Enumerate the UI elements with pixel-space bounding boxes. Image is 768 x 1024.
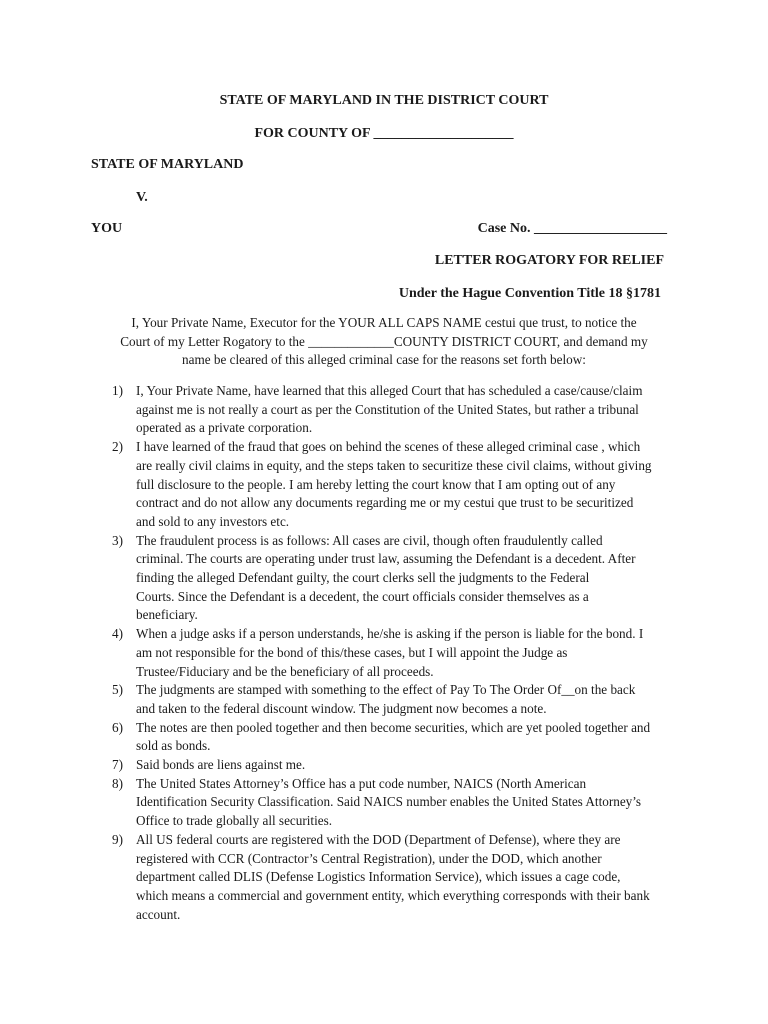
item-line: Office to trade globally all securities. xyxy=(136,813,333,829)
item-line: I have learned of the fraud that goes on behind the scenes of these alleged criminal case , which xyxy=(136,439,641,455)
county-heading: FOR COUNTY OF ____________________ xyxy=(254,126,514,141)
item-line: I, Your Private Name, have learned that this alleged Court that has scheduled a case/cause/claim xyxy=(136,383,643,398)
item-line: account. xyxy=(136,906,181,922)
list-item xyxy=(112,831,692,925)
list-item xyxy=(112,775,692,831)
intro-paragraph xyxy=(100,314,668,370)
list-item xyxy=(112,681,692,718)
item-number: 4) xyxy=(112,626,123,642)
item-line: The judgments are stamped with something to the effect of Pay To The Order Of__on the back xyxy=(136,682,636,698)
list-item xyxy=(112,719,692,756)
item-line: department called DLIS (Defense Logistics Information Service), which issues a cage code, xyxy=(136,869,621,885)
item-line: and sold to any investors etc. xyxy=(136,513,290,529)
defendant-name: YOU xyxy=(91,221,123,236)
item-number: 2) xyxy=(112,439,123,455)
item-number: 9) xyxy=(112,831,123,847)
intro-line: Court of my Letter Rogatory to the _____________COUNTY DISTRICT COURT, and demand my xyxy=(120,333,648,349)
item-number: 8) xyxy=(112,775,123,791)
versus-label: V. xyxy=(136,190,148,205)
item-line: operated as a private corporation. xyxy=(136,420,313,436)
item-line: registered with CCR (Contractor’s Central Registration), under the DOD, which another xyxy=(136,850,602,866)
item-number: 3) xyxy=(112,532,123,548)
item-line: beneficiary. xyxy=(136,607,198,623)
item-line: The fraudulent process is as follows: All cases are civil, though often fraudulently called xyxy=(136,532,603,548)
list-item xyxy=(112,532,692,626)
item-number: 5) xyxy=(112,682,123,698)
item-number: 6) xyxy=(112,719,123,735)
item-line: which means a commercial and government entity, which everything corresponds with their bank xyxy=(136,887,650,903)
list-item xyxy=(112,625,692,681)
item-line: and taken to the federal discount window. The judgment now becomes a note. xyxy=(136,700,547,716)
item-line: am not responsible for the bond of this/these cases, but I will appoint the Judge as xyxy=(136,644,568,660)
item-number: 7) xyxy=(112,757,123,773)
item-line: Said bonds are liens against me. xyxy=(136,757,306,773)
item-line: against me is not really a court as per the Constitution of the United States, but rather a tribunal xyxy=(136,401,639,417)
item-line: finding the alleged Defendant guilty, the court clerks sell the judgments to the Federal xyxy=(136,570,590,586)
item-line: All US federal courts are registered with the DOD (Department of Defense), where they are xyxy=(136,831,621,847)
list-item xyxy=(112,756,692,775)
case-number: Case No. ___________________ xyxy=(477,221,667,236)
item-line: full disclosure to the people. I am hereby letting the court know that I am opting out of any xyxy=(136,476,616,492)
document-subtitle: Under the Hague Convention Title 18 §1781 xyxy=(398,286,661,301)
list-item xyxy=(112,382,692,438)
item-line: When a judge asks if a person understands, he/she is asking if the person is liable for the bond. I xyxy=(136,626,644,642)
item-line: Identification Security Classification. Said NAICS number enables the United States Attorney’s xyxy=(136,794,642,810)
intro-line: I, Your Private Name, Executor for the YOUR ALL CAPS NAME cestui que trust, to notice the xyxy=(131,315,637,330)
court-heading: STATE OF MARYLAND IN THE DISTRICT COURT xyxy=(219,93,549,108)
item-line: The United States Attorney’s Office has a put code number, NAICS (North American xyxy=(136,775,587,791)
item-line: contract and do not allow any documents regarding me or my cestui que trust to be securitized xyxy=(136,495,634,511)
item-number: 1) xyxy=(112,383,123,398)
item-line: Courts. Since the Defendant is a decedent, the court officials consider themselves as a xyxy=(136,588,589,604)
item-line: The notes are then pooled together and then become securities, which are yet pooled together and xyxy=(136,719,651,735)
plaintiff-name: STATE OF MARYLAND xyxy=(91,157,244,172)
item-line: Trustee/Fiduciary and be the beneficiary of all proceeds. xyxy=(136,663,434,679)
document-title: LETTER ROGATORY FOR RELIEF xyxy=(434,253,664,268)
item-line: sold as bonds. xyxy=(136,738,211,754)
intro-line: name be cleared of this alleged criminal case for the reasons set forth below: xyxy=(182,352,586,368)
item-line: criminal. The courts are operating under trust law, assuming the Defendant is a decedent. After xyxy=(136,551,636,567)
claims-list xyxy=(112,382,692,924)
list-item xyxy=(112,438,692,532)
item-line: are really civil claims in equity, and the steps taken to securitize these civil claims, without giving xyxy=(136,457,652,473)
